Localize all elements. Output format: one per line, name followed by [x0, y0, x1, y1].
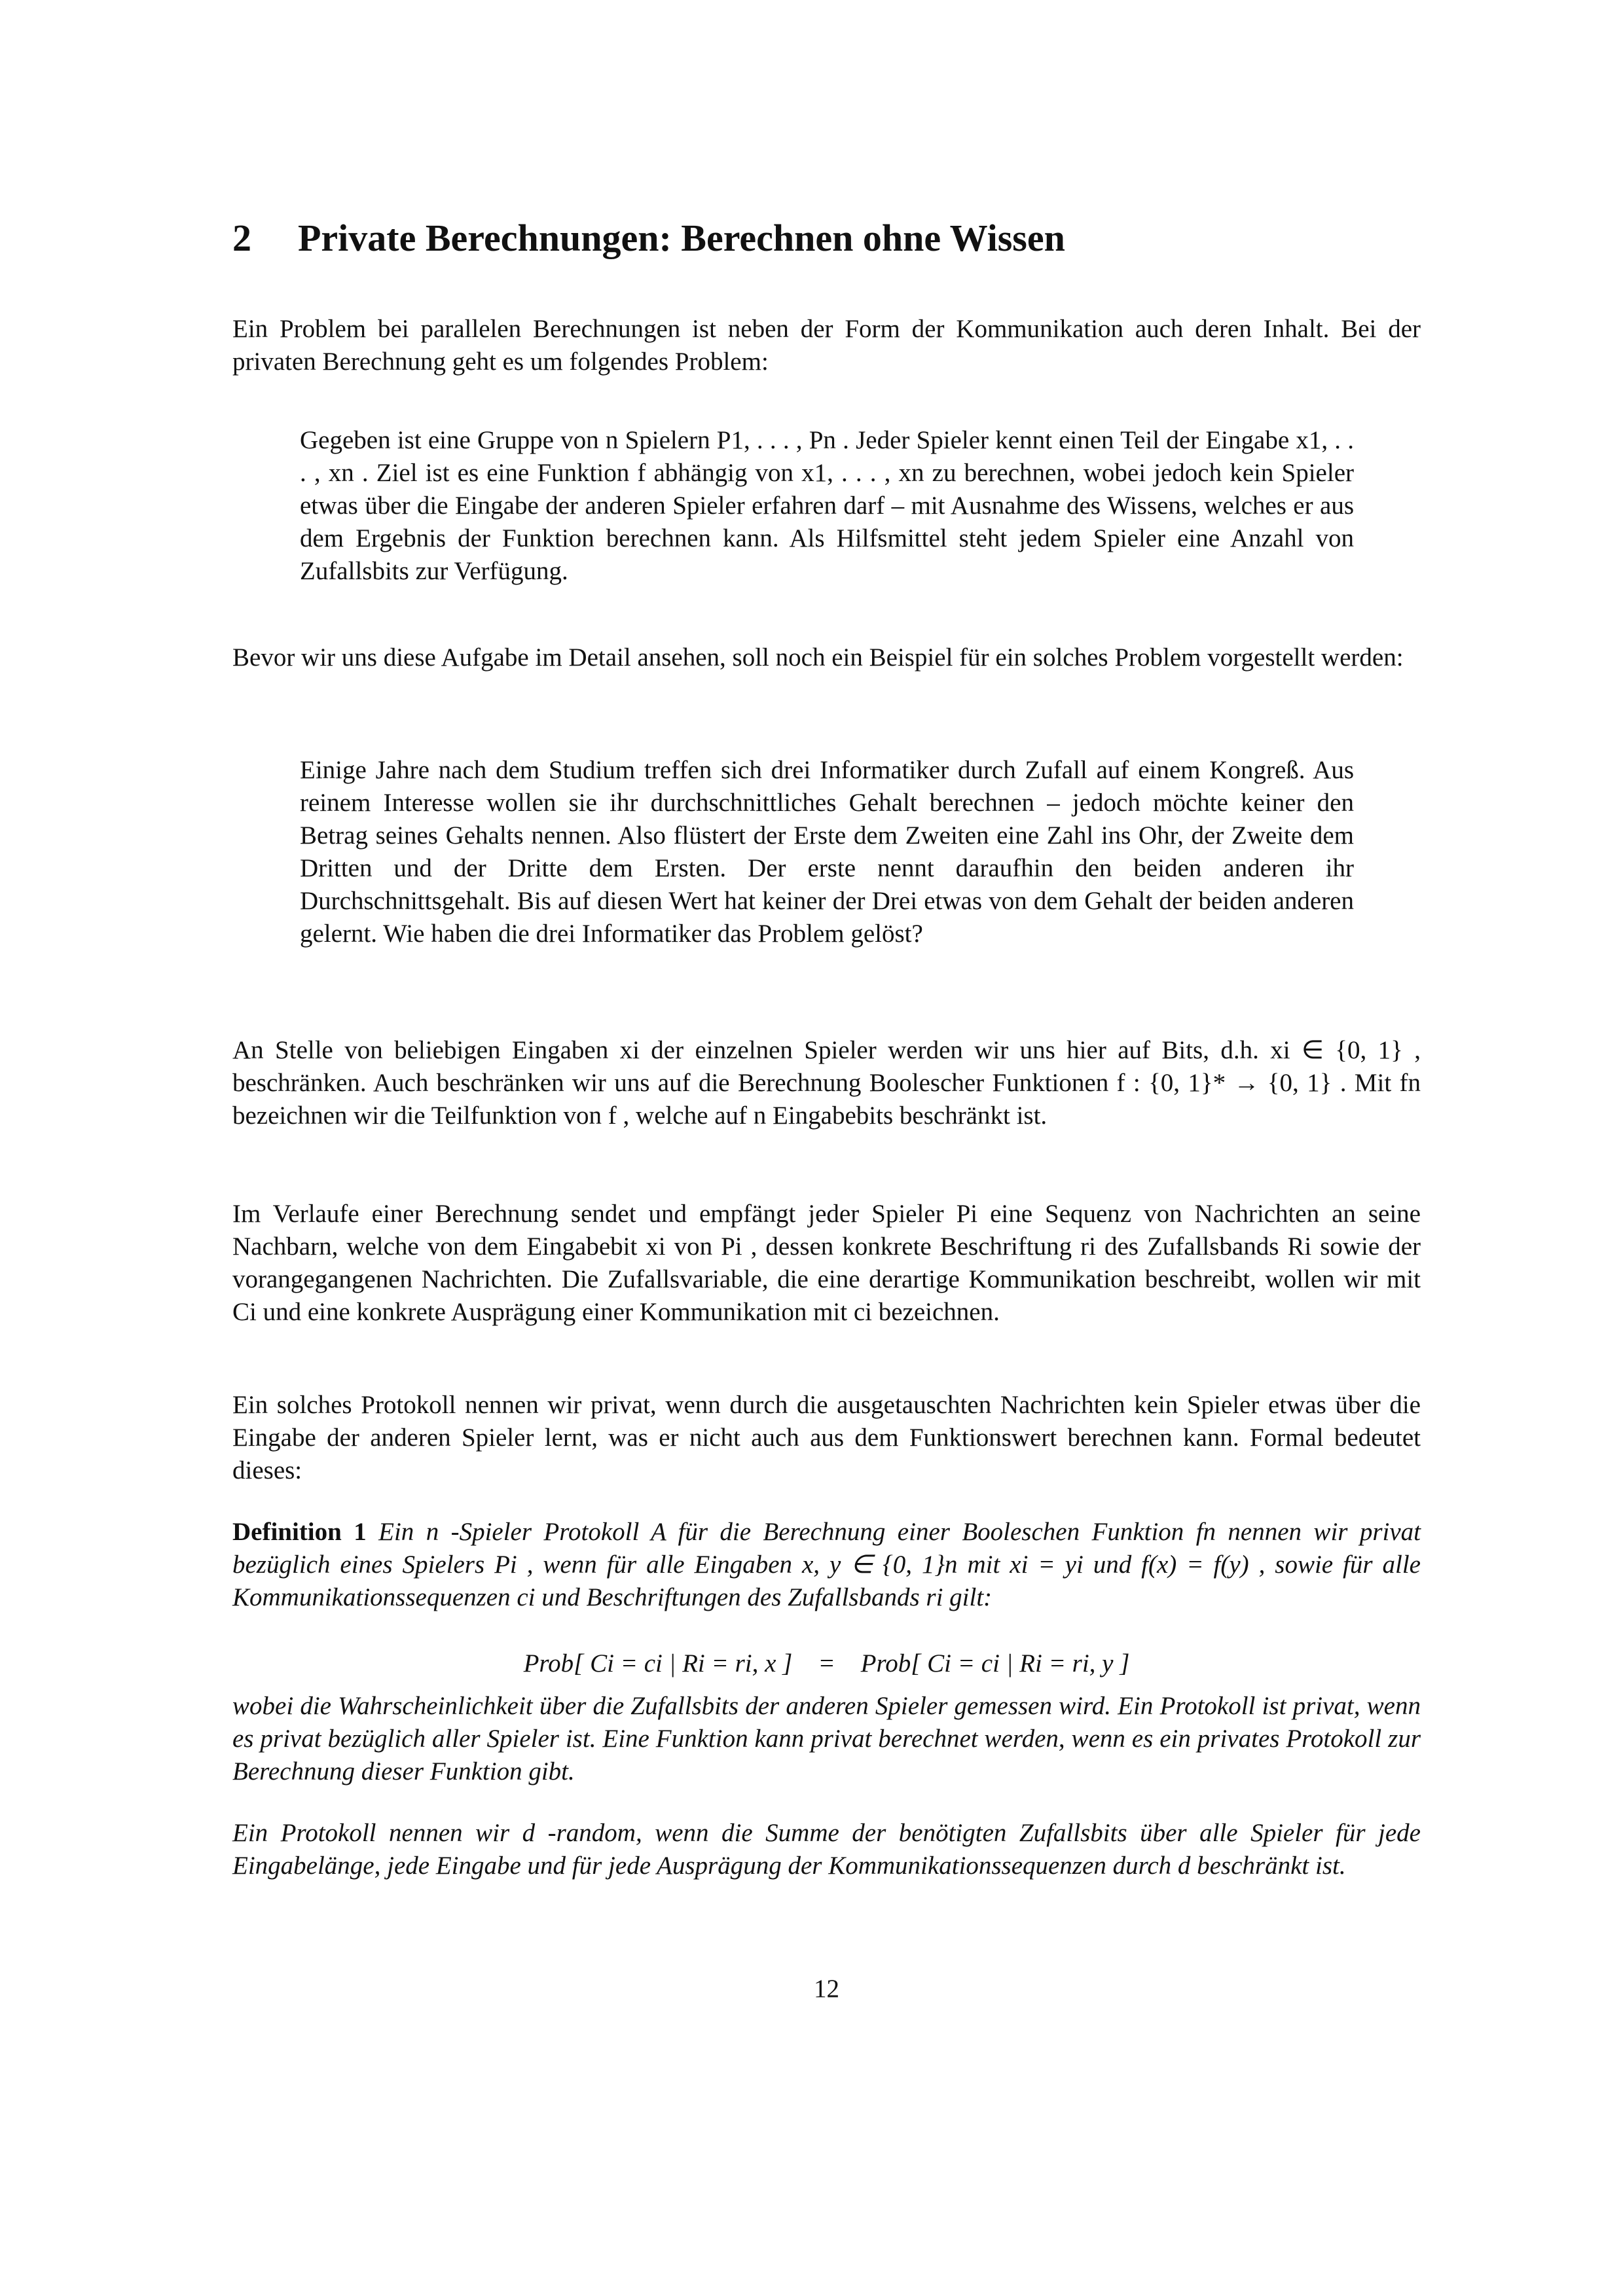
paragraph-example-intro: Bevor wir uns diese Aufgabe im Detail ansehen, soll noch ein Beispiel für ein solches Problem vorgestellt werden: [232, 643, 1404, 672]
example-quote: Einige Jahre nach dem Studium treffen sich drei Informatiker durch Zufall auf einem Kongreß. Aus reinem Interesse wollen sie ihr durchschnittliches Gehalt berechnen – jedoch möchte keiner den Betrag seines Gehalts nennen. Also flüstert der Erste dem Zweiten eine Zahl ins Ohr, der Zweite dem Dritten und der Dritte dem Ersten. Der erste nennt daraufhin den beiden anderen ihr Durchschnittsgehalt. Bis auf diesen Wert hat keiner der Drei etwas von dem Gehalt der beiden anderen gelernt. Wie haben die drei Informatiker das Problem gelöst? [300, 756, 1354, 948]
paragraph-bits: An Stelle von beliebigen Eingaben xi der einzelnen Spieler werden wir uns hier auf Bits, d.h. xi ∈ {0, 1} , beschränken. Auch beschränken wir uns auf die Berechnung Boolescher Funktionen f : {0, 1}* → {0, 1} . Mit fn bezeichnen wir die Teilfunktion von f , welche auf n Eingabebits beschränkt ist. [232, 1036, 1421, 1130]
paragraph-intro: Ein Problem bei parallelen Berechnungen ist neben der Form der Kommunikation auch deren Inhalt. Bei der privaten Berechnung geht es um folgendes Problem: [232, 315, 1421, 376]
problem-quote: Gegeben ist eine Gruppe von n Spielern P1, . . . , Pn . Jeder Spieler kennt einen Teil der Eingabe x1, . . . , xn . Ziel ist es eine Funktion f abhängig von x1, . . . , xn zu berechnen, wobei jedoch kein Spieler etwas über die Eingabe der anderen Spieler erfahren darf – mit Ausnahme des Wissens, welches er aus dem Ergebnis der Funktion berechnen kann. Als Hilfsmittel steht jedem Spieler eine Anzahl von Zufallsbits zur Verfügung. [300, 426, 1354, 585]
section-heading [232, 216, 1421, 260]
definition-block [232, 1516, 1421, 1614]
paragraph-communication: Im Verlaufe einer Berechnung sendet und empfängt jeder Spieler Pi eine Sequenz von Nachrichten an seine Nachbarn, welche von dem Eingabebit xi von Pi , dessen konkrete Beschriftung ri des Zufallsbands Ri sowie der vorangegangenen Nachrichten. Die Zufallsvariable, die eine derartige Kommunikation beschreibt, wollen wir mit Ci und eine konkrete Ausprägung einer Kommunikation mit ci bezeichnen. [232, 1200, 1421, 1326]
definition-random: Ein Protokoll nennen wir d -random, wenn die Summe der benötigten Zufallsbits über alle Spieler für jede Eingabelänge, jede Eingabe und für jede Ausprägung der Kommunikationssequenzen durch d beschränkt ist. [232, 1819, 1421, 1880]
page-number: 12 [814, 1975, 839, 2003]
definition-label: Definition 1 [232, 1518, 367, 1546]
definition-body: Ein n -Spieler Protokoll A für die Berechnung einer Booleschen Funktion fn nennen wir privat bezüglich eines Spielers Pi , wenn für alle Eingaben x, y ∈ {0, 1}n mit xi = yi und f(x) = f(y) , sowie für alle Kommunikationssequenzen ci und Beschriftungen des Zufallsbands ri gilt: [232, 1518, 1421, 1611]
section-title: Private Berechnungen: Berechnen ohne Wissen [298, 217, 1065, 259]
definition-after: wobei die Wahrscheinlichkeit über die Zufallsbits der anderen Spieler gemessen wird. Ein Protokoll ist privat, wenn es privat bezüglich aller Spieler ist. Eine Funktion kann privat berechnet werden, wenn es ein privates Protokoll zur Berechnung dieser Funktion gibt. [232, 1692, 1421, 1785]
section-number: 2 [232, 217, 251, 259]
paragraph-private: Ein solches Protokoll nennen wir privat, wenn durch die ausgetauschten Nachrichten kein Spieler etwas über die Eingabe der anderen Spieler lernt, was er nicht auch aus dem Funktionswert berechnen kann. Formal bedeutet dieses: [232, 1391, 1421, 1484]
definition-formula: Prob[ Ci = ci | Ri = ri, x ] = Prob[ Ci = ci | Ri = ri, y ] [523, 1649, 1130, 1677]
